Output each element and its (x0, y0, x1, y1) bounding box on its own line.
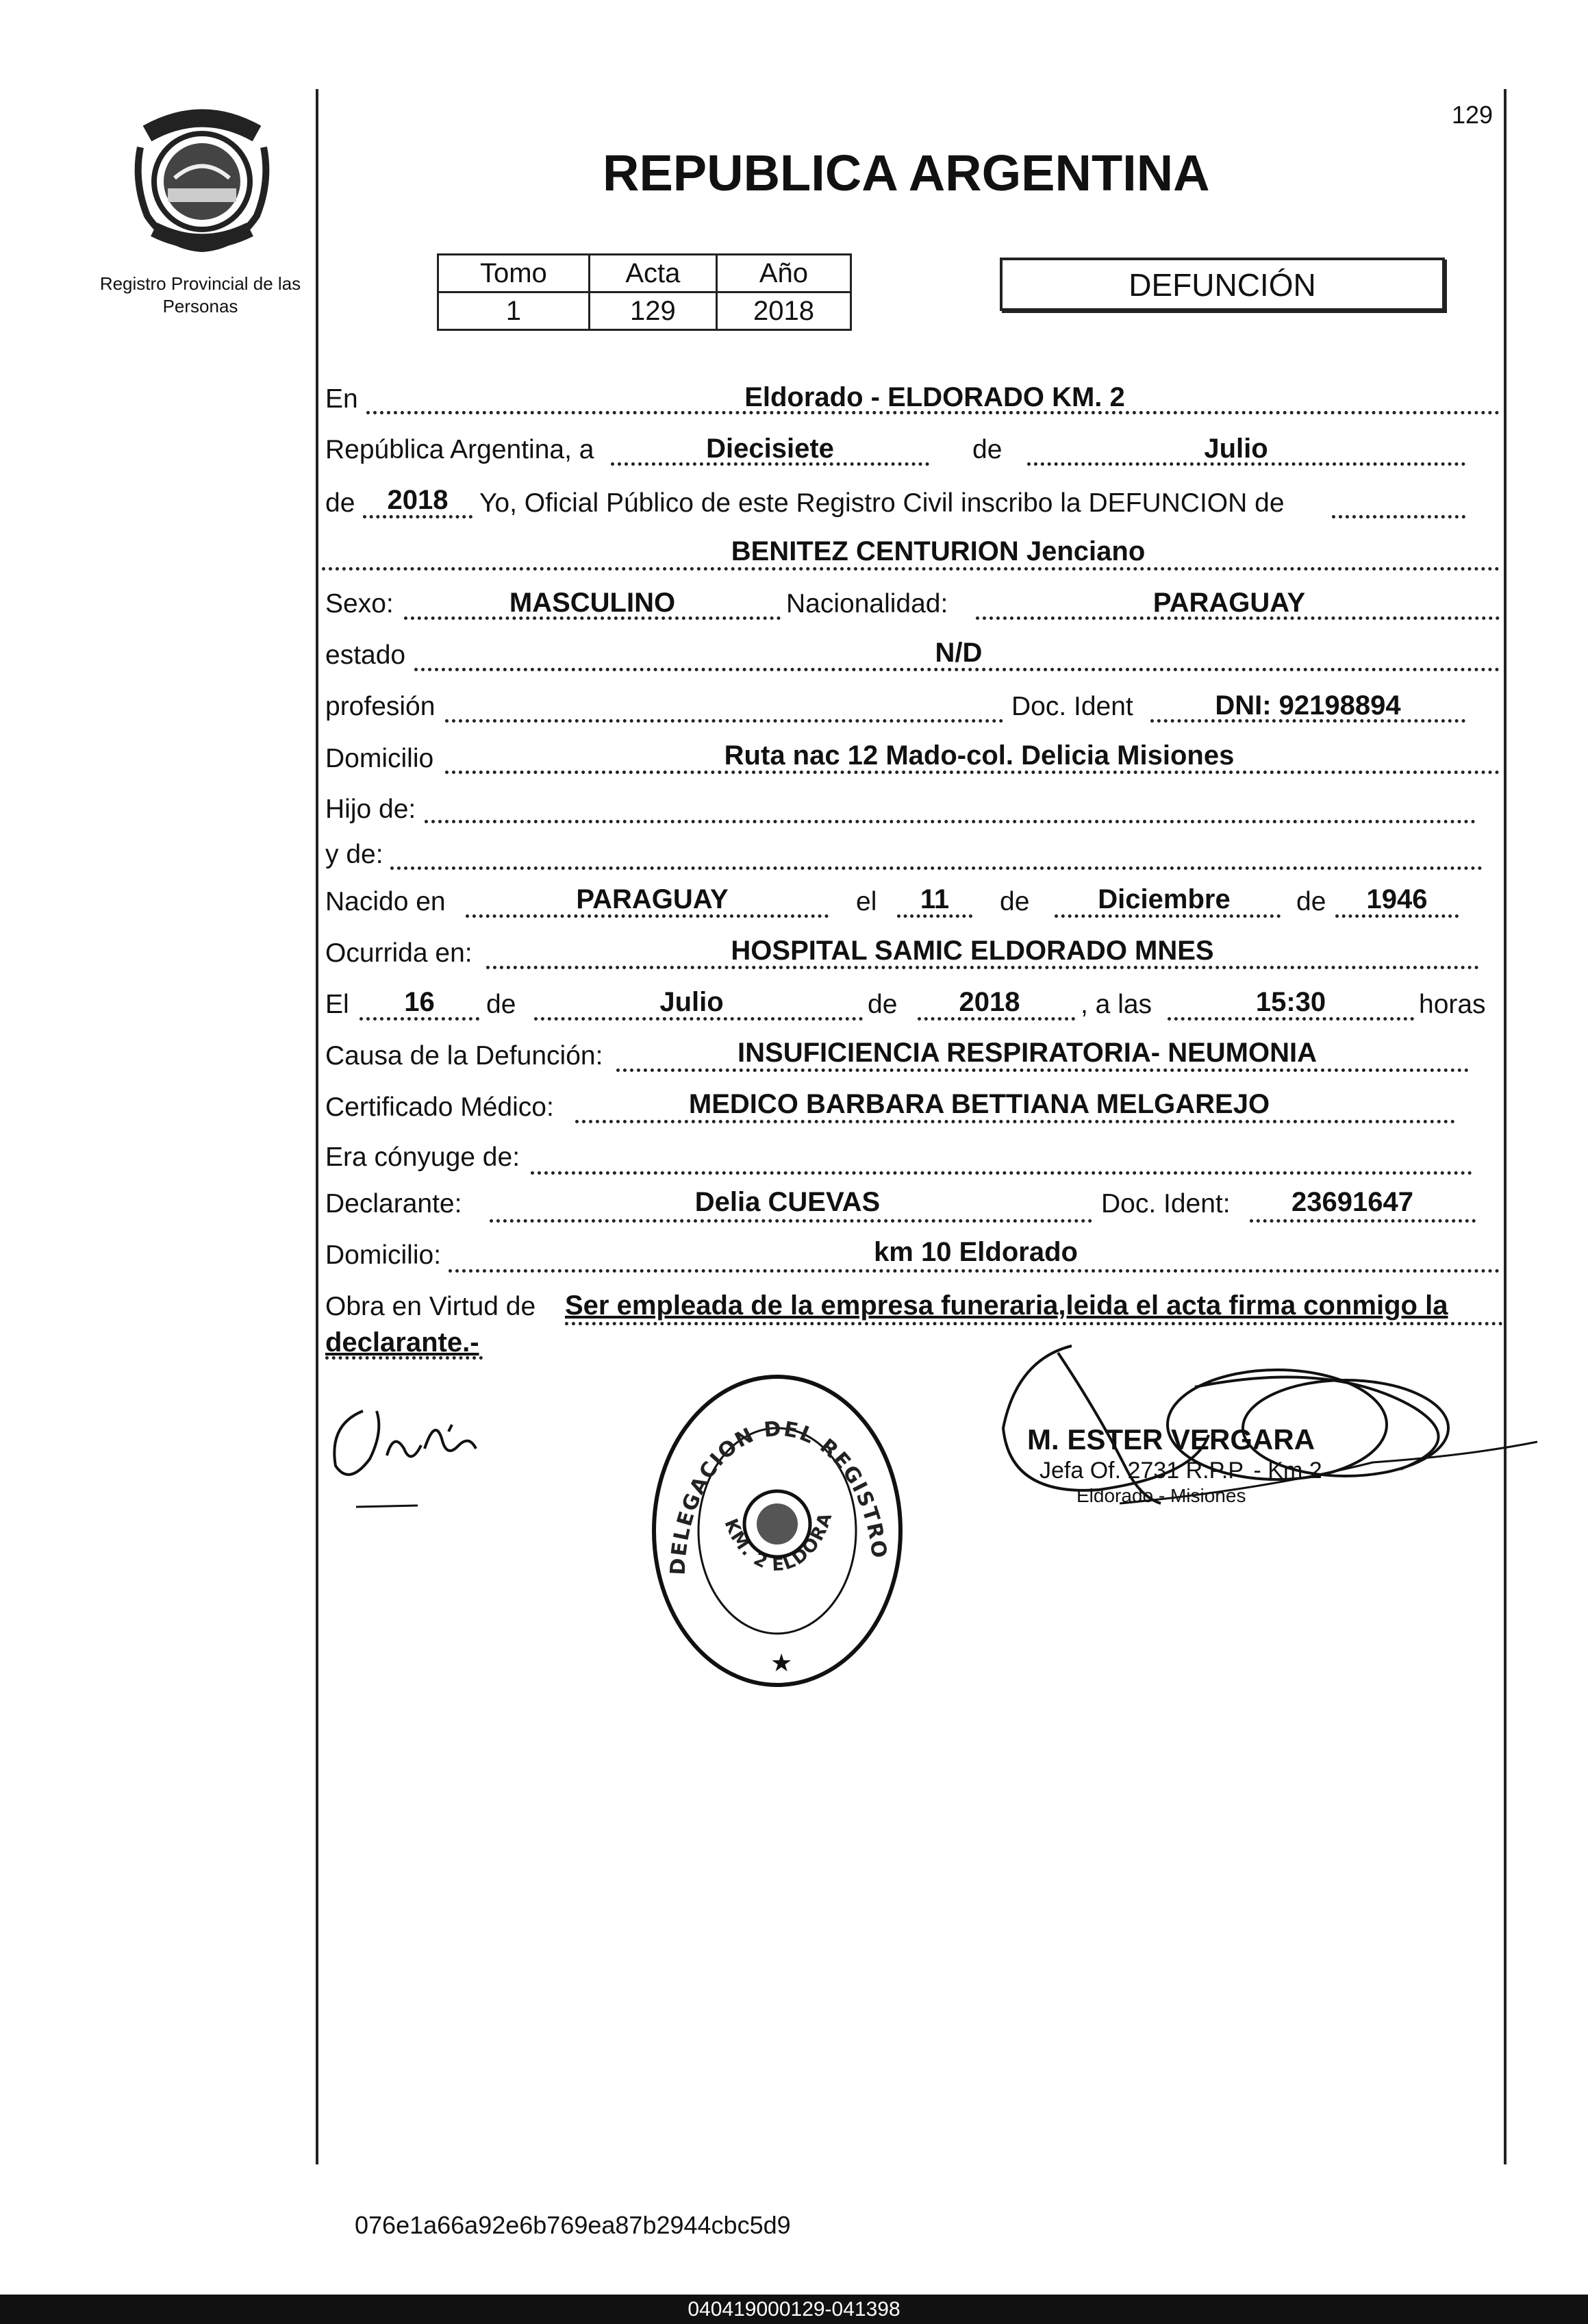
value-dia-nacimiento: 11 (920, 884, 950, 914)
label-domicilio: Domicilio (325, 744, 434, 773)
label-hijo-de: Hijo de: (325, 795, 416, 824)
label-de-mes-defuncion: de (486, 990, 516, 1019)
label-el-defuncion: El (325, 990, 349, 1019)
label-doc-ident: Doc. Ident (1011, 692, 1133, 721)
table-value-anio: 2018 (716, 292, 850, 330)
dots-era-conyuge (531, 1171, 1472, 1175)
value-nombre-fallecido: BENITEZ CENTURION Jenciano (731, 536, 1146, 566)
value-domicilio-declarante: km 10 Eldorado (874, 1237, 1078, 1267)
value-anio-registro: 2018 (387, 485, 449, 515)
dots-anio-defuncion (918, 1017, 1075, 1021)
label-profesion: profesión (325, 692, 436, 721)
value-nacionalidad: PARAGUAY (1152, 588, 1306, 618)
value-declarante: Delia CUEVAS (694, 1187, 881, 1217)
table-header-tomo: Tomo (438, 255, 590, 292)
dots-anio-registro (363, 515, 472, 518)
page-number: 129 (1452, 101, 1494, 129)
dots-certificado (575, 1120, 1455, 1123)
value-obra-en-virtud-line2: declarante.- (325, 1327, 479, 1358)
act-type-box (1000, 258, 1445, 311)
value-dia-defuncion: 16 (404, 987, 435, 1017)
value-lugar-defuncion: HOSPITAL SAMIC ELDORADO MNES (731, 936, 1214, 966)
dots-nombre (322, 567, 1500, 571)
value-lugar: Eldorado - ELDORADO KM. 2 (744, 382, 1125, 412)
label-ocurrida-en: Ocurrida en: (325, 938, 472, 968)
svg-text:★: ★ (770, 1649, 793, 1677)
dots-ocurrida-en (486, 966, 1479, 969)
dots-hijo-de (425, 820, 1476, 823)
value-sexo: MASCULINO (509, 588, 676, 618)
label-causa: Causa de la Defunción: (325, 1041, 603, 1071)
stamp-outer-text: DELEGACION DEL REGISTRO (666, 1416, 892, 1576)
value-estado: N/D (935, 638, 983, 668)
register-table-value-row (438, 292, 851, 330)
dots-domicilio-declarante (449, 1269, 1500, 1273)
label-de-anio-defuncion: de (868, 990, 898, 1019)
label-y-de: y de: (325, 840, 383, 869)
dots-yo-oficial-end (1332, 515, 1465, 518)
footer-bar (0, 2295, 1588, 2324)
label-obra-en-virtud: Obra en Virtud de (325, 1292, 536, 1321)
label-horas: horas (1419, 990, 1486, 1019)
value-causa: INSUFICIENCIA RESPIRATORIA- NEUMONIA (738, 1038, 1317, 1068)
declarant-signature (322, 1384, 527, 1521)
footer-code: 040419000129-041398 (688, 2298, 900, 2321)
value-certificado-medico: MEDICO BARBARA BETTIANA MELGAREJO (688, 1089, 1270, 1119)
dots-doc-declarante (1250, 1219, 1476, 1223)
value-mes-registro: Julio (1204, 434, 1268, 464)
stamp-inner-text: KM. 2 ELDORA (720, 1509, 837, 1576)
label-doc-ident-declarante: Doc. Ident: (1101, 1189, 1231, 1219)
dots-hora-defuncion (1168, 1017, 1414, 1021)
dots-mes-nacimiento (1055, 914, 1281, 918)
table-header-acta: Acta (589, 255, 716, 292)
dots-domicilio (445, 771, 1500, 774)
label-de-anio-nacimiento: de (1296, 887, 1326, 916)
official-name: M. ESTER VERGARA (1027, 1423, 1315, 1455)
register-table-header-row (438, 255, 851, 292)
value-hora-defuncion: 15:30 (1255, 987, 1326, 1017)
label-republica: República Argentina, a (325, 435, 594, 464)
right-margin-line (1504, 89, 1507, 2164)
dots-obra-en-virtud-line2 (325, 1356, 483, 1360)
value-documento: DNI: 92198894 (1215, 690, 1401, 721)
label-sexo: Sexo: (325, 589, 394, 619)
value-anio-nacimiento: 1946 (1366, 884, 1428, 914)
label-a-las: , a las (1081, 990, 1152, 1019)
value-mes-defuncion: Julio (659, 987, 724, 1017)
dots-profesion (445, 719, 1003, 723)
dots-declarante (490, 1219, 1092, 1223)
dots-dia-nacimiento (897, 914, 972, 918)
label-de-anio: de (325, 488, 355, 518)
value-lugar-nacimiento: PARAGUAY (576, 884, 729, 914)
label-yo-oficial: Yo, Oficial Público de este Registro Civil inscribo la DEFUNCION de (479, 488, 1285, 518)
register-table (437, 253, 852, 331)
dots-mes-defuncion (534, 1017, 863, 1021)
label-domicilio-declarante: Domicilio: (325, 1240, 442, 1270)
official-stamp (647, 1370, 907, 1692)
label-en: En (325, 384, 358, 414)
province-logo (127, 106, 277, 257)
label-el-nacimiento: el (856, 887, 877, 916)
label-era-conyuge: Era cónyuge de: (325, 1142, 520, 1172)
value-obra-en-virtud-line1: Ser empleada de la empresa funeraria,leida el acta firma conmigo la (565, 1290, 1448, 1321)
official-title: Jefa Of. 2731 R.P.P. - Km 2 (1039, 1458, 1322, 1484)
label-de-mes: de (972, 435, 1003, 464)
dots-dia-defuncion (360, 1017, 479, 1021)
value-domicilio: Ruta nac 12 Mado-col. Delicia Misiones (724, 740, 1235, 771)
dots-causa (616, 1069, 1469, 1072)
registry-name: Registro Provincial de las Personas (99, 273, 301, 316)
table-header-anio: Año (716, 255, 850, 292)
dots-y-de (390, 866, 1483, 870)
label-de-mes-nacimiento: de (1000, 887, 1030, 916)
act-type-label: DEFUNCIÓN (1129, 267, 1316, 303)
table-value-acta: 129 (589, 292, 716, 330)
dots-anio-nacimiento (1335, 914, 1459, 918)
label-nacido-en: Nacido en (325, 887, 446, 916)
value-dia-registro: Diecisiete (706, 434, 834, 464)
value-anio-defuncion: 2018 (959, 987, 1020, 1017)
label-declarante: Declarante: (325, 1189, 462, 1219)
label-nacionalidad: Nacionalidad: (786, 589, 948, 619)
official-location: Eldorado - Misiones (1076, 1485, 1246, 1506)
value-doc-declarante: 23691647 (1291, 1187, 1413, 1217)
document-hash: 076e1a66a92e6b769ea87b2944cbc5d9 (355, 2211, 791, 2239)
value-mes-nacimiento: Diciembre (1098, 884, 1231, 914)
country-title: REPUBLICA ARGENTINA (603, 145, 1210, 201)
left-margin-line (316, 89, 318, 2164)
label-certificado: Certificado Médico: (325, 1092, 554, 1122)
dots-estado (414, 668, 1500, 671)
dots-lugar-nacimiento (466, 914, 829, 918)
table-value-tomo: 1 (438, 292, 590, 330)
label-estado: estado (325, 640, 406, 670)
dots-obra-en-virtud (565, 1322, 1503, 1325)
